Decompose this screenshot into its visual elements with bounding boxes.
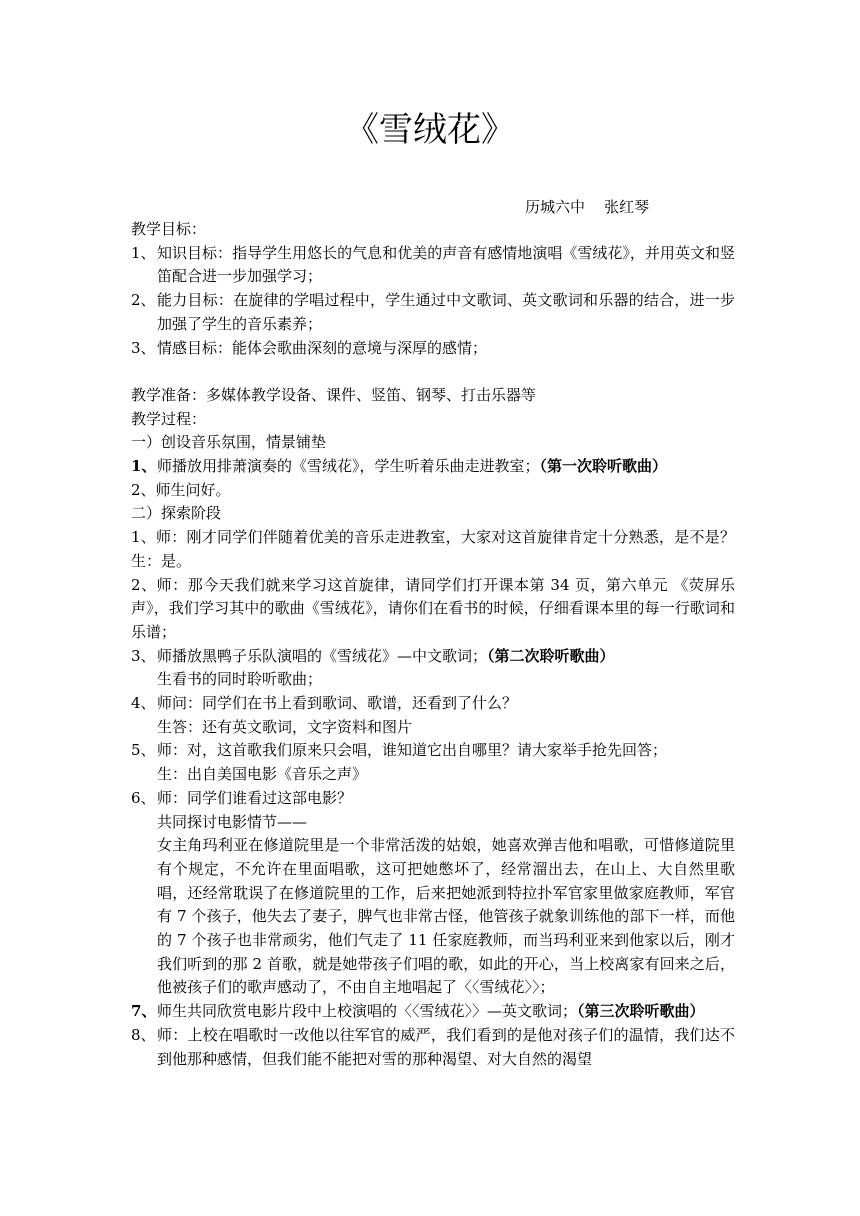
step-number: 4、 bbox=[131, 694, 156, 713]
step-text bbox=[157, 455, 735, 479]
listening-note: （第三次聆听歌曲） bbox=[577, 1002, 705, 1021]
step-text: 师：对，这首歌我们原来只会唱，谁知道它出自哪里？请大家举手抢先回答； bbox=[157, 741, 668, 760]
goal-item bbox=[131, 289, 735, 336]
step-number: 7、 bbox=[131, 1002, 157, 1021]
goal-item bbox=[131, 337, 735, 361]
student-response: 生看书的同时聆听歌曲； bbox=[157, 670, 323, 689]
step-item bbox=[131, 1000, 735, 1024]
step-number: 5、 bbox=[131, 741, 156, 760]
step-text: 师问：同学们在书上看到歌词、歌谱，还看到了什么？ bbox=[157, 694, 518, 713]
step-text: 师：上校在唱歌时一改他以往军官的威严，我们看到的是他对孩子们的温情，我们达不到他那种感情，但我们能不能把对雪的那种渴望、对大自然的渴望 bbox=[157, 1025, 735, 1068]
step-item bbox=[131, 645, 735, 669]
step-number: 8、 bbox=[131, 1025, 156, 1044]
goal-item bbox=[131, 242, 735, 289]
step-paragraph: 2、师：那今天我们就来学习这首旋律，请同学们打开课本第 34 页，第六单元 《荧屏乐声》，我们学习其中的歌曲《雪绒花》，请你们在看书的时候，仔细看课本里的每一行歌词和乐谱； bbox=[131, 575, 735, 641]
preparation-line: 教学准备：多媒体教学设备、课件、竖笛、钢琴、打击乐器等 bbox=[131, 385, 537, 404]
step-text-main: 师播放用排萧演奏的《雪绒花》，学生听着乐曲走进教室； bbox=[157, 457, 540, 476]
step-item bbox=[131, 739, 735, 763]
author-line: 历城六中 张红琴 bbox=[525, 198, 650, 216]
document-title: 《雪绒花》 bbox=[345, 110, 515, 150]
listening-note: （第二次聆听歌曲） bbox=[487, 646, 615, 665]
step-number: 3、 bbox=[131, 646, 156, 665]
step-text bbox=[157, 1000, 735, 1024]
step-item bbox=[131, 1024, 735, 1071]
step-item bbox=[131, 692, 735, 716]
student-response: 生：出自美国电影《音乐之声》 bbox=[157, 765, 368, 784]
step-number: 1、 bbox=[131, 457, 157, 476]
student-response: 生答：还有英文歌词，文字资料和图片 bbox=[157, 717, 413, 736]
goal-number: 3、 bbox=[131, 338, 156, 357]
step-text: 师：同学们谁看过这部电影？ bbox=[157, 788, 353, 807]
discussion-intro: 共同探讨电影情节—— bbox=[157, 812, 308, 831]
goal-number: 2、 bbox=[131, 291, 156, 310]
step-number: 6、 bbox=[131, 788, 156, 807]
step-item bbox=[131, 455, 735, 479]
section2-heading: 二）探索阶段 bbox=[131, 504, 222, 523]
step-text-main: 师生共同欣赏电影片段中上校演唱的〈〈雪绒花〉〉—英文歌词； bbox=[157, 1002, 578, 1021]
step-paragraph: 1、师：刚才同学们伴随着优美的音乐走进教室，大家对这首旋律肯定十分熟悉，是不是？ 生：是。 bbox=[131, 528, 774, 570]
step-text-main: 师播放黑鸭子乐队演唱的《雪绒花》—中文歌词； bbox=[157, 646, 488, 665]
process-heading: 教学过程： bbox=[131, 409, 207, 428]
goals-heading: 教学目标： bbox=[131, 220, 207, 238]
goal-number: 1、 bbox=[131, 243, 156, 262]
section1-heading: 一）创设音乐氛围，情景铺垫 bbox=[131, 433, 327, 452]
goal-text: 知识目标：指导学生用悠长的气息和优美的声音有感情地演唱《雪绒花》，并用英文和竖笛配合进一步加强学习； bbox=[157, 243, 735, 286]
step-item: 2、师生问好。 bbox=[131, 480, 231, 499]
blank-line bbox=[131, 360, 735, 384]
goal-text: 能力目标：在旋律的学唱过程中，学生通过中文歌词、英文歌词和乐器的结合，进一步加强了学生的音乐素养； bbox=[157, 291, 735, 333]
document-body bbox=[131, 218, 774, 1071]
step-item bbox=[131, 787, 735, 811]
film-plot-paragraph: 女主角玛利亚在修道院里是一个非常活泼的姑娘，她喜欢弹吉他和唱歌，可惜修道院里有个规定，不允许在里面唱歌，这可把她憋坏了，经常溜出去，在山上、大自然里歌唱，还经常耽误了在修道院里的工作，后来把她派到特拉扑军官家里做家庭教师，军官有 7 个孩子，他失去了妻子，脾气也非常古怪，他管孩子就象训练他的部下一样，而他的 7 个孩子也非常顽劣，他们气走了 11 任家庭教师，而当玛利亚来到他家以后，刚才我们听到的那 2 首歌，就是她带孩子们唱的歌，如此的开心，当上校离家有回来之后，他被孩子们的歌声感动了，不由自主地唱起了〈〈雪绒花〉〉； bbox=[157, 836, 735, 997]
listening-note: （第一次聆听歌曲） bbox=[539, 457, 668, 476]
goal-text: 情感目标：能体会歌曲深刻的意境与深厚的感情； bbox=[157, 338, 488, 357]
step-text bbox=[157, 645, 735, 669]
